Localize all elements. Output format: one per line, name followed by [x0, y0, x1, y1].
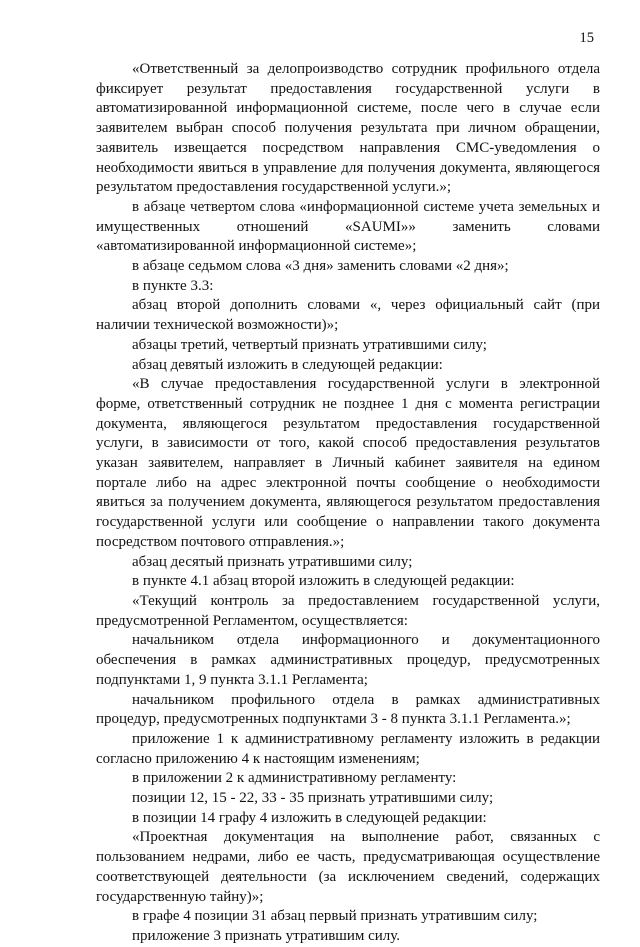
paragraph: приложение 1 к административному регламенту изложить в редакции согласно приложению 4 к настоящим изменениям; [96, 730, 600, 767]
paragraph: в пункте 4.1 абзац второй изложить в следующей редакции: [132, 573, 515, 590]
paragraph: позиции 12, 15 - 22, 33 - 35 признать утратившими силу; [132, 790, 494, 807]
paragraph: абзац второй дополнить словами «, через официальный сайт (при наличии технической возможности)»; [96, 297, 600, 334]
paragraph: абзац девятый изложить в следующей редакции: [132, 356, 443, 373]
paragraph: в абзаце седьмом слова «3 дня» заменить словами «2 дня»; [132, 258, 509, 275]
paragraph: абзацы третий, четвертый признать утратившими силу; [132, 336, 487, 353]
paragraph: «Текущий контроль за предоставлением государственной услуги, предусмотренной Регламентом, осуществляется: [96, 592, 600, 629]
paragraph: в пункте 3.3: [132, 277, 214, 294]
paragraph: «Проектная документация на выполнение работ, связанных с пользованием недрами, либо ее часть, предусматривающая осуществление соответствующей деятельности (за исключением сведений, содержащих государственную тайну)»; [96, 829, 600, 905]
paragraph: в графе 4 позиции 31 абзац первый признать утратившим силу; [132, 908, 538, 925]
paragraph: в абзаце четвертом слова «информационной системе учета земельных и имущественных отношений «SAUMI»» заменить словами «автоматизированной информационной системе»; [96, 198, 600, 255]
paragraph: начальником отдела информационного и документационного обеспечения в рамках административных процедур, предусмотренных подпунктами 1, 9 пункта 3.1.1 Регламента; [96, 632, 600, 688]
paragraph: в приложении 2 к административному регламенту: [132, 770, 457, 787]
page-number: 15 [579, 30, 594, 46]
paragraph: начальником профильного отдела в рамках административных процедур, предусмотренных подпунктами 3 - 8 пункта 3.1.1 Регламента.»; [96, 691, 600, 728]
paragraph: в позиции 14 графу 4 изложить в следующей редакции: [132, 809, 487, 826]
document-body [96, 60, 600, 947]
paragraph: абзац десятый признать утратившими силу; [132, 553, 413, 570]
paragraph: «Ответственный за делопроизводство сотрудник профильного отдела фиксирует результат предоставления государственной услуги в автоматизированной информационной системе, после чего в случае если заявителем выбран способ получения результата при личном обращении, заявитель извещается посредством направления СМС-уведомления о необходимости явиться в управление для получения документа, являющегося результатом предоставления государственной услуги.»; [96, 61, 600, 196]
paragraph: приложение 3 признать утратившим силу. [132, 927, 401, 944]
paragraph: «В случае предоставления государственной услуги в электронной форме, ответственный сотрудник не позднее 1 дня с момента регистрации документа, являющегося результатом предоставления государственной услуги, в зависимости от того, какой способ предоставления результатов указан заявителем, направляет в Личный кабинет заявителя на едином портале либо на адрес электронной почты сообщение о необходимости явиться за получением документа, являющегося результатом предоставления государственной услуги или сообщение о направлении такого документа посредством почтового отправления.»; [96, 376, 600, 550]
